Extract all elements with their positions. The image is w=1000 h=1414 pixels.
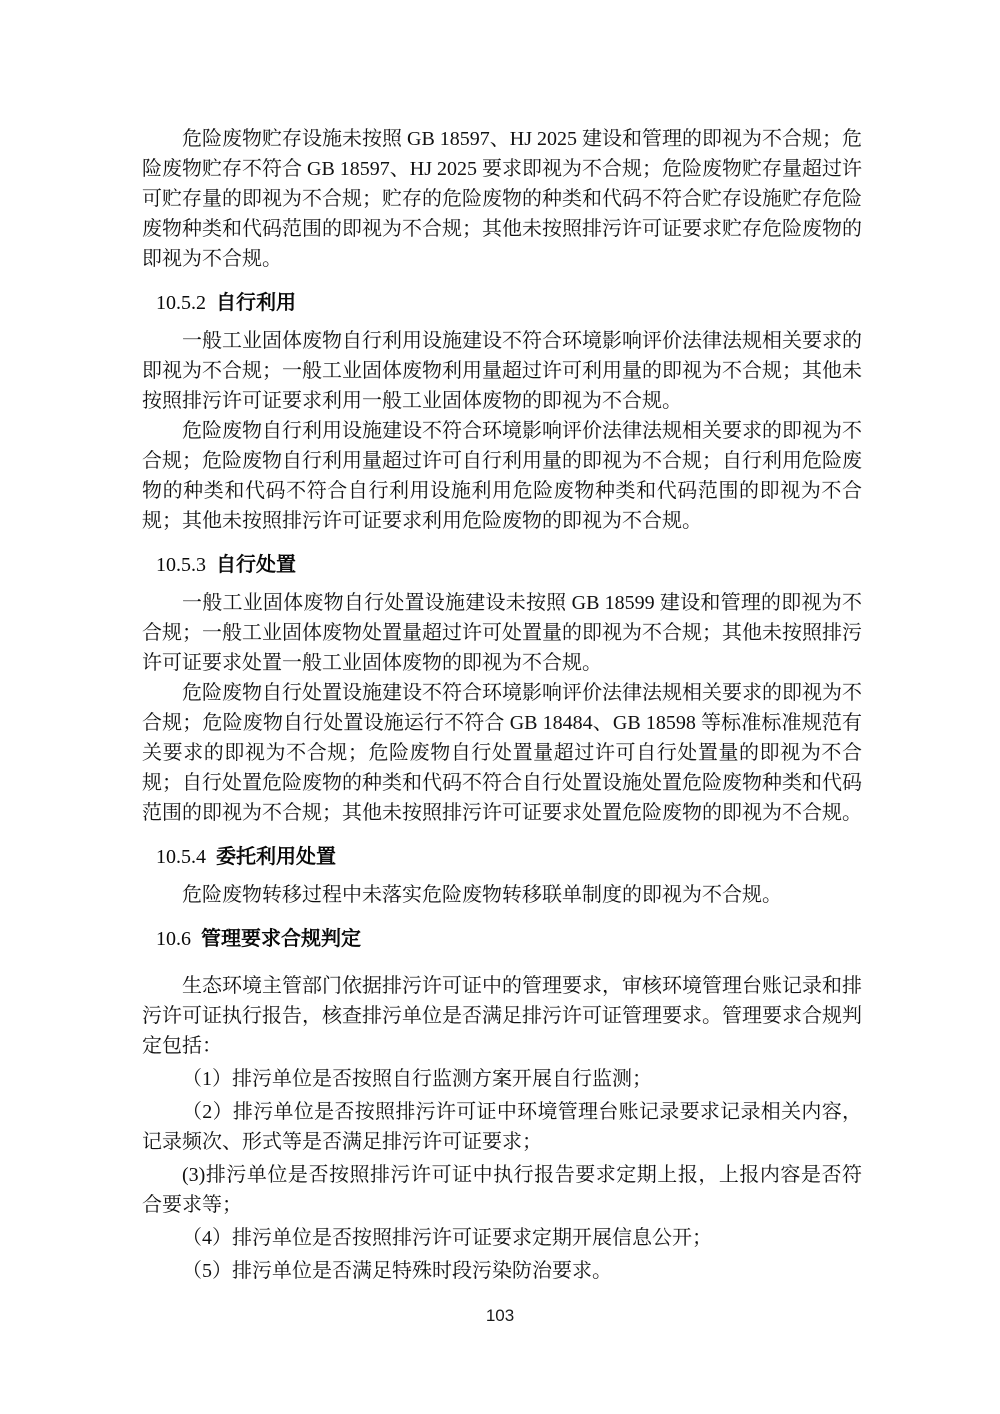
section-title: 管理要求合规判定: [201, 928, 361, 950]
section-heading-entrusted-utilization-disposal: [156, 842, 862, 872]
section-heading-self-utilization: [156, 288, 862, 318]
list-item-3: (3)排污单位是否按照排污许可证中执行报告要求定期上报，上报内容是否符合要求等；: [142, 1164, 862, 1216]
section-10-5-4: [142, 842, 862, 910]
section-number: 10.5.4: [156, 846, 206, 868]
compliance-criteria-list: [142, 1064, 862, 1286]
section-10-5-3: [142, 550, 862, 828]
paragraph-hazardous-waste-disposal: 危险废物自行处置设施建设不符合环境影响评价法律法规相关要求的即视为不合规；危险废物自行处置设施运行不符合 GB 18484、GB 18598 等标准标准规范有关要求的即视为不合规；危险废物自行处置量超过许可自行处置量的即视为不合规；自行处置危险废物的种类和代码不符合自行处置设施处置危险废物种类和代码范围的即视为不合规；其他未按照排污许可证要求处置危险废物的即视为不合规。: [142, 682, 862, 824]
paragraph-general-solid-waste-disposal: 一般工业固体废物自行处置设施建设未按照 GB 18599 建设和管理的即视为不合规；一般工业固体废物处置量超过许可处置量的即视为不合规；其他未按照排污许可证要求处置一般工业固体废物的即视为不合规。: [142, 592, 862, 674]
page-content: [142, 124, 862, 1286]
section-title: 自行利用: [216, 292, 296, 314]
list-item-1: （1）排污单位是否按照自行监测方案开展自行监测；: [182, 1068, 652, 1090]
list-item-4: （4）排污单位是否按照排污许可证要求定期开展信息公开；: [182, 1227, 712, 1249]
paragraph-general-solid-waste-utilization: 一般工业固体废物自行利用设施建设不符合环境影响评价法律法规相关要求的即视为不合规；一般工业固体废物利用量超过许可利用量的即视为不合规；其他未按照排污许可证要求利用一般工业固体废物的即视为不合规。: [142, 330, 862, 412]
paragraph-hazardous-waste-storage: 危险废物贮存设施未按照 GB 18597、HJ 2025 建设和管理的即视为不合规；危险废物贮存不符合 GB 18597、HJ 2025 要求即视为不合规；危险废物贮存量超过许可贮存量的即视为不合规；贮存的危险废物的种类和代码不符合贮存设施贮存危险废物种类和代码范围的即视为不合规；其他未按照排污许可证要求贮存危险废物的即视为不合规。: [142, 128, 863, 270]
list-item-5: （5）排污单位是否满足特殊时段污染防治要求。: [182, 1260, 612, 1282]
section-10-6: [142, 924, 862, 1286]
paragraph-waste-transfer-manifest: 危险废物转移过程中未落实危险废物转移联单制度的即视为不合规。: [182, 884, 782, 906]
section-title: 委托利用处置: [216, 846, 336, 868]
section-number: 10.5.2: [156, 292, 206, 314]
paragraph-hazardous-waste-utilization: 危险废物自行利用设施建设不符合环境影响评价法律法规相关要求的即视为不合规；危险废物自行利用量超过许可自行利用量的即视为不合规；自行利用危险废物的种类和代码不符合自行利用设施利用危险废物种类和代码范围的即视为不合规；其他未按照排污许可证要求利用危险废物的即视为不合规。: [142, 420, 862, 532]
list-item-2: （2）排污单位是否按照排污许可证中环境管理台账记录要求记录相关内容，记录频次、形式等是否满足排污许可证要求；: [142, 1101, 862, 1153]
paragraph-management-requirement-intro: 生态环境主管部门依据排污许可证中的管理要求，审核环境管理台账记录和排污许可证执行报告，核查排污单位是否满足排污许可证管理要求。管理要求合规判定包括：: [142, 975, 862, 1057]
section-number: 10.6: [156, 928, 191, 950]
section-title: 自行处置: [216, 554, 296, 576]
section-heading-management-compliance: [156, 924, 862, 954]
section-number: 10.5.3: [156, 554, 206, 576]
page-number: 103: [485, 1306, 515, 1325]
section-10-5-2: [142, 288, 862, 536]
section-heading-self-disposal: [156, 550, 862, 580]
